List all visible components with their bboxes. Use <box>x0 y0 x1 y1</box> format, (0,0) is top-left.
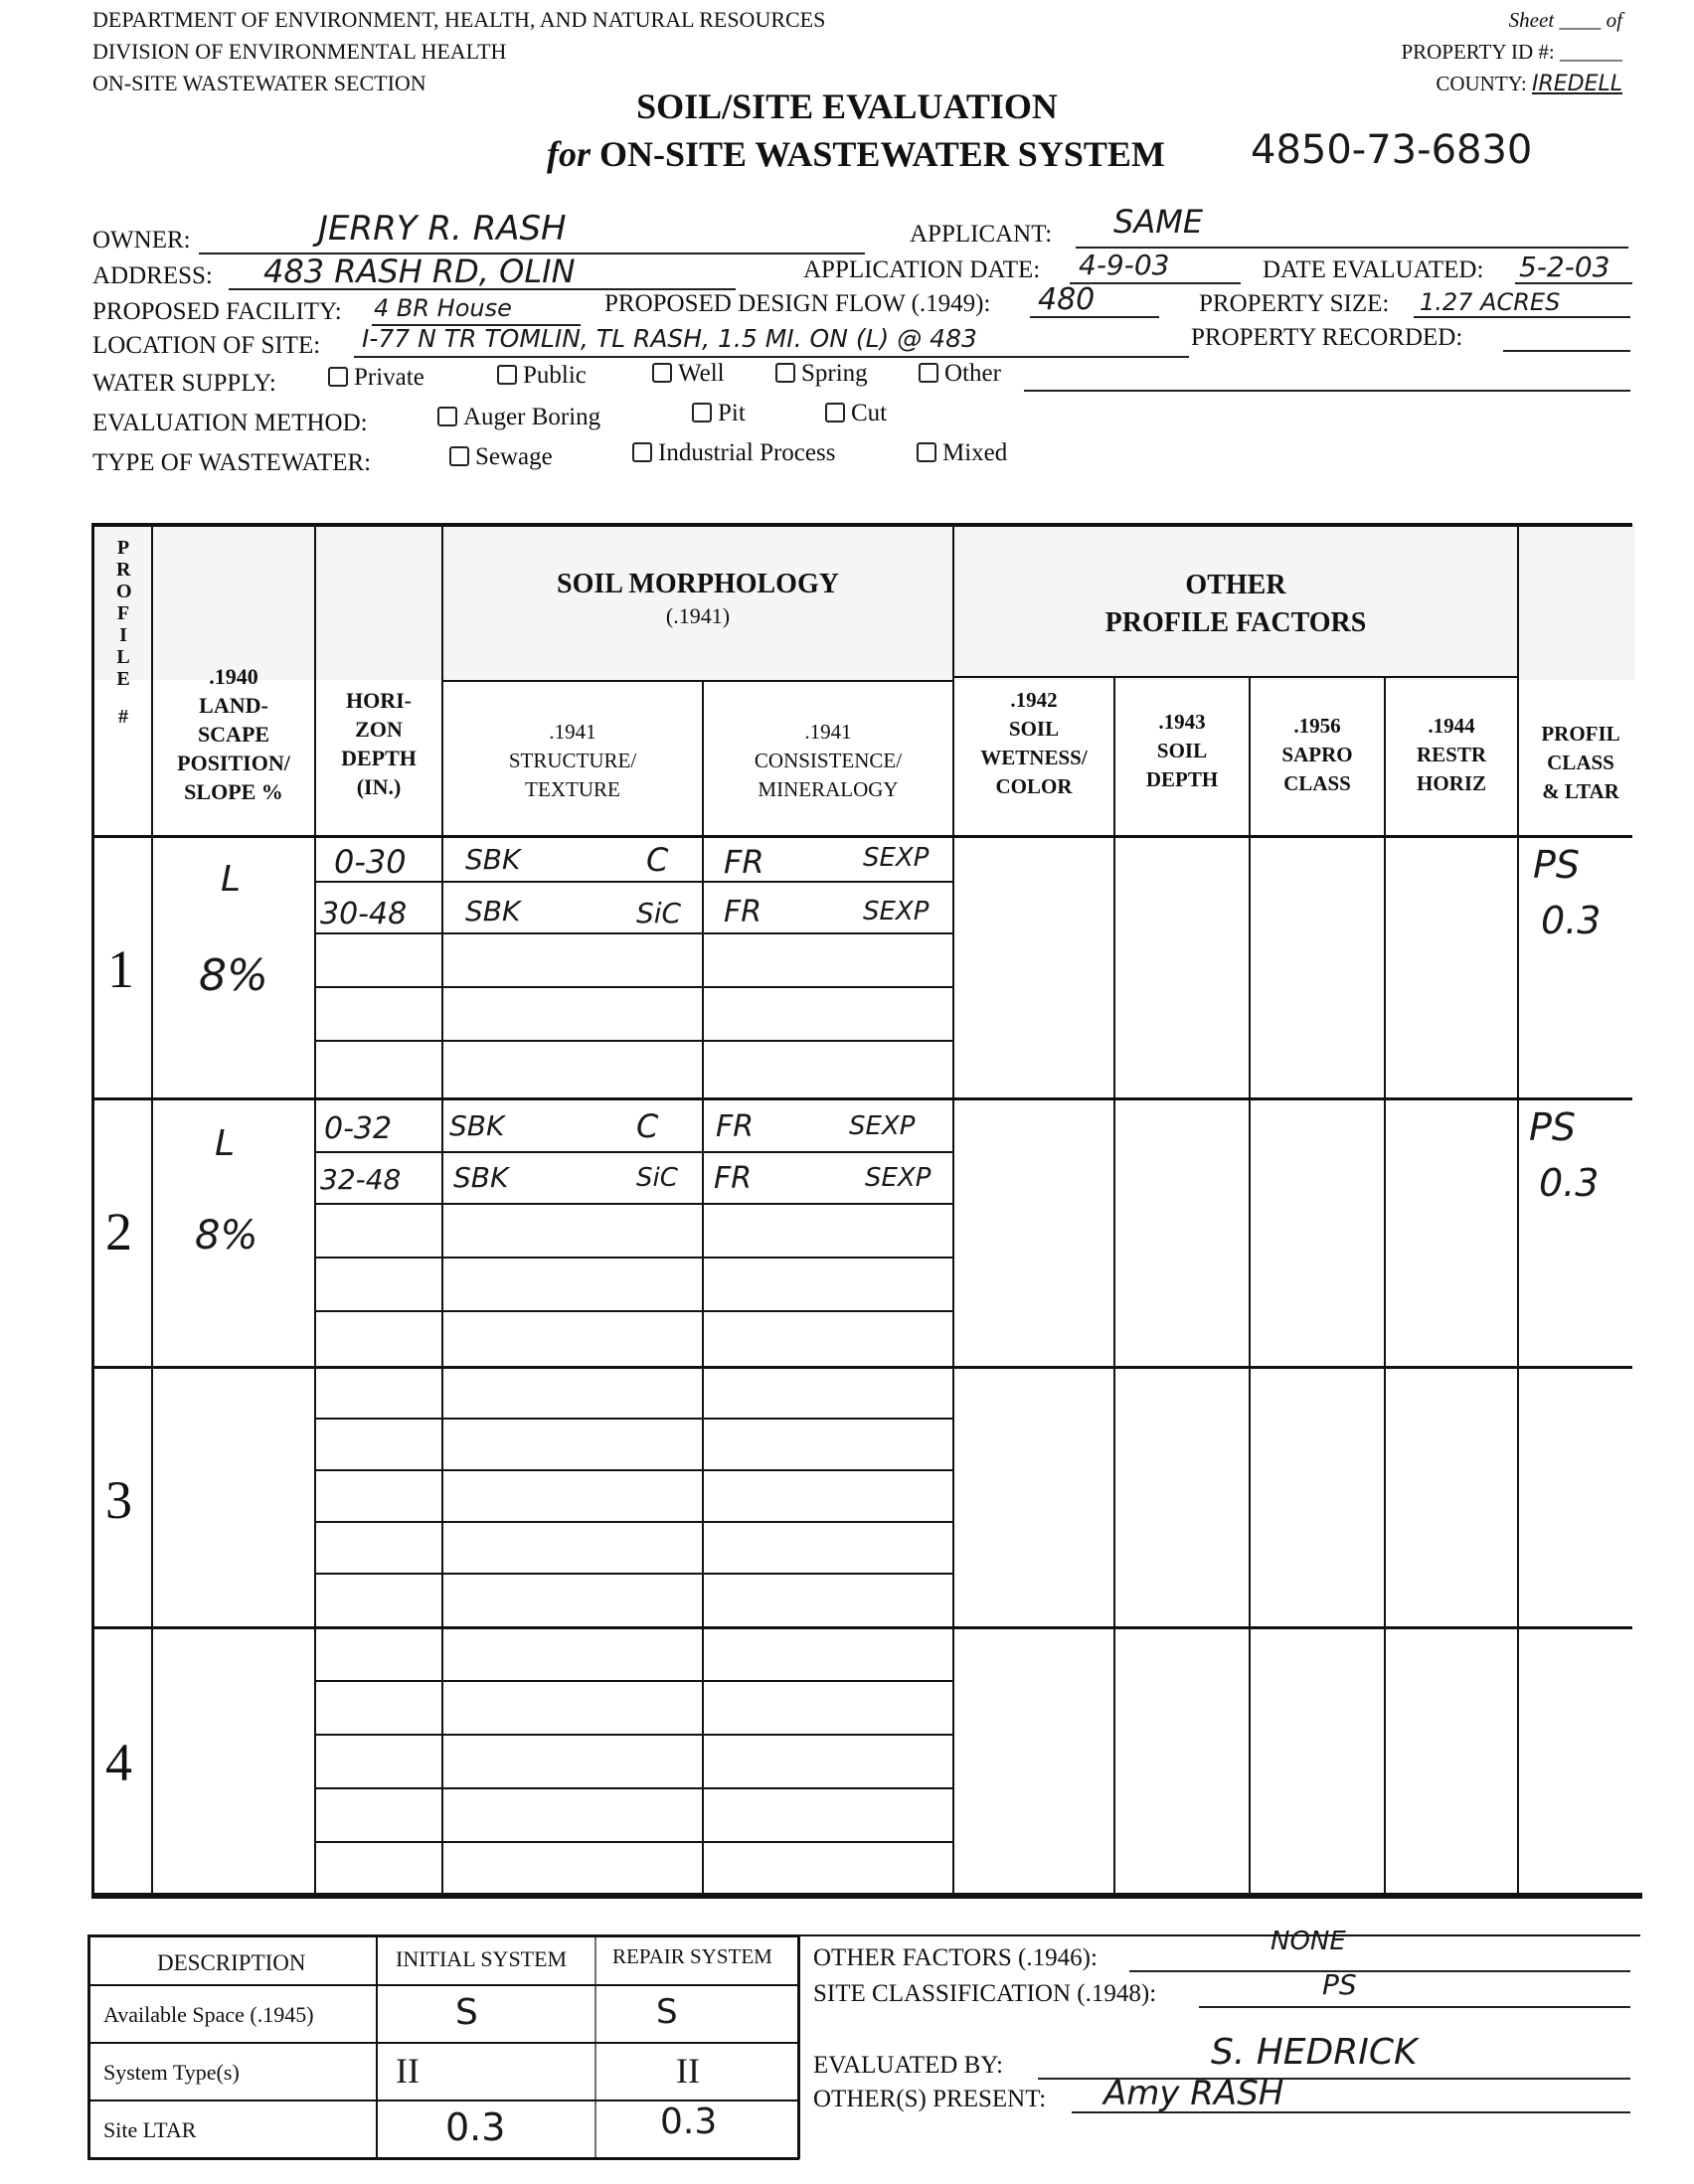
mineralogy[interactable]: SEXP <box>849 1111 916 1141</box>
app-date-label: APPLICATION DATE: <box>803 256 1041 283</box>
horizon-depth[interactable]: 32-48 <box>320 1163 402 1196</box>
restr-horiz-header: .1944 RESTR HORIZ <box>1416 714 1487 795</box>
other-underline <box>1024 390 1630 392</box>
horizon-depth[interactable]: 30-48 <box>320 897 408 931</box>
sheet-info: Sheet ____ of PROPERTY ID #: ______ COUNTY: IREDELL <box>1401 8 1622 96</box>
table-line <box>87 1984 799 1986</box>
mineralogy[interactable]: SEXP <box>863 843 930 873</box>
row-line <box>314 1680 952 1682</box>
property-recorded-underline <box>1503 350 1630 352</box>
location-underline <box>354 356 1189 358</box>
county-label: COUNTY: <box>1436 72 1527 95</box>
available-space-label: Available Space (.1945) <box>103 2002 314 2027</box>
row-line <box>314 1469 952 1471</box>
checkbox-icon <box>917 442 936 462</box>
mineralogy[interactable]: SEXP <box>863 897 930 926</box>
grid-top-border <box>91 523 1632 527</box>
eval-method-label: EVALUATION METHOD: <box>92 410 368 436</box>
row-line <box>314 932 952 934</box>
table-border <box>797 1934 800 2159</box>
site-ltar-initial[interactable]: 0.3 <box>445 2105 506 2149</box>
wastewater-mixed[interactable]: Mixed <box>917 439 1007 467</box>
water-supply-spring[interactable]: Spring <box>775 360 868 388</box>
landscape-position[interactable]: L <box>215 1123 236 1164</box>
table-border <box>87 1934 90 2159</box>
water-supply-public[interactable]: Public <box>497 362 587 390</box>
owner-label: OWNER: <box>92 227 191 253</box>
app-date-value[interactable]: 4-9-03 <box>1079 249 1170 281</box>
profile-class-header: PROFIL CLASS & LTAR <box>1541 722 1620 803</box>
row-line <box>314 1418 952 1420</box>
texture[interactable]: SiC <box>636 897 682 929</box>
evaluated-by-label: EVALUATED BY: <box>813 2052 1003 2079</box>
structure[interactable]: SBK <box>449 1109 505 1142</box>
profile-number: 4 <box>105 1733 132 1792</box>
eval-cut[interactable]: Cut <box>825 400 887 427</box>
others-present-value[interactable]: Amy RASH <box>1103 2074 1284 2113</box>
other-factors-underline <box>1129 1970 1630 1972</box>
structure[interactable]: SBK <box>453 1161 509 1194</box>
date-evaluated-value[interactable]: 5-2-03 <box>1519 251 1610 283</box>
profile-separator <box>91 1366 1632 1369</box>
checkbox-icon <box>775 363 795 383</box>
applicant-label: APPLICANT: <box>910 221 1053 248</box>
row-line <box>314 1573 952 1575</box>
dept-line: DEPARTMENT OF ENVIRONMENT, HEALTH, AND NATURAL RESOURCES <box>92 7 826 32</box>
water-supply-other[interactable]: Other <box>919 360 1001 388</box>
app-date-underline <box>1070 282 1241 284</box>
profile-number: 1 <box>107 939 134 999</box>
property-size-value[interactable]: 1.27 ACRES <box>1420 288 1561 316</box>
row-line <box>314 881 952 883</box>
facility-value[interactable]: 4 BR House <box>374 294 512 322</box>
location-label: LOCATION OF SITE: <box>92 332 321 359</box>
horizon-depth-header: HORI- ZON DEPTH (IN.) <box>341 688 417 799</box>
consistence[interactable]: FR <box>724 843 764 881</box>
texture[interactable]: C <box>636 1107 659 1145</box>
eval-auger-boring[interactable]: Auger Boring <box>437 404 600 431</box>
consistence[interactable]: FR <box>716 1109 755 1144</box>
profile-column-header: P R O F I L E # <box>116 537 132 728</box>
applicant-value[interactable]: SAME <box>1113 203 1204 241</box>
row-line <box>314 1841 952 1843</box>
table-border <box>87 1934 799 1937</box>
header-bottom-border <box>91 835 1632 838</box>
row-line <box>314 1203 952 1205</box>
checkbox-icon <box>919 363 938 383</box>
row-line <box>314 986 952 988</box>
site-classification-label: SITE CLASSIFICATION (.1948): <box>813 1980 1157 2007</box>
sheet-label: Sheet <box>1508 8 1555 32</box>
owner-value[interactable]: JERRY R. RASH <box>318 209 567 249</box>
date-evaluated-label: DATE EVALUATED: <box>1263 256 1484 283</box>
design-flow-value[interactable]: 480 <box>1038 282 1096 317</box>
profile-separator <box>91 1626 1632 1629</box>
row-line <box>314 1521 952 1523</box>
site-classification-value[interactable]: PS <box>1322 1968 1357 2001</box>
grid-bottom-border <box>91 1893 1642 1899</box>
location-value[interactable]: I-77 N TR TOMLIN, TL RASH, 1.5 MI. ON (L) @ 483 <box>362 324 977 353</box>
design-flow-label: PROPOSED DESIGN FLOW (.1949): <box>604 290 991 317</box>
table-line <box>376 1934 378 2159</box>
header-divider <box>441 680 952 682</box>
row-line <box>314 1734 952 1736</box>
wastewater-sewage[interactable]: Sewage <box>449 443 553 471</box>
others-present-label: OTHER(S) PRESENT: <box>813 2086 1047 2112</box>
profile-ltar[interactable]: 0.3 <box>1539 1161 1600 1205</box>
wastewater-label: TYPE OF WASTEWATER: <box>92 449 372 476</box>
title-system: ON-SITE WASTEWATER SYSTEM <box>599 134 1165 174</box>
checkbox-icon <box>437 407 457 426</box>
horizon-depth[interactable]: 0-32 <box>324 1111 393 1146</box>
other-profile-factors-title: OTHER PROFILE FACTORS <box>1104 570 1367 638</box>
water-supply-well[interactable]: Well <box>652 360 725 388</box>
slope-percent[interactable]: 8% <box>199 950 268 1001</box>
bottom-right-top-line <box>799 1934 1640 1936</box>
dept-line: DIVISION OF ENVIRONMENTAL HEALTH <box>92 39 507 64</box>
site-classification-underline <box>1199 2006 1630 2008</box>
property-recorded-label: PROPERTY RECORDED: <box>1191 324 1463 351</box>
col-divider <box>1384 676 1386 1895</box>
landscape-header: .1940 LAND- SCAPE POSITION/ SLOPE % <box>177 664 290 804</box>
checkbox-icon <box>632 442 652 462</box>
other-factors-label: OTHER FACTORS (.1946): <box>813 1944 1098 1971</box>
table-line <box>594 1934 596 2159</box>
col-divider <box>1249 676 1251 1895</box>
checkbox-icon <box>692 403 712 422</box>
eval-pit[interactable]: Pit <box>692 400 746 427</box>
mineralogy[interactable]: SEXP <box>865 1163 932 1193</box>
soil-wetness-header: .1942 SOIL WETNESS/ COLOR <box>980 688 1088 798</box>
texture[interactable]: SiC <box>636 1163 678 1193</box>
checkbox-icon <box>328 367 348 387</box>
title-for: for <box>547 134 591 174</box>
landscape-position[interactable]: L <box>221 859 242 900</box>
consistence-mineralogy-header: .1941 CONSISTENCE/ MINERALOGY <box>754 720 903 801</box>
county-value: IREDELL <box>1531 72 1622 96</box>
initial-system-header: INITIAL SYSTEM <box>396 1946 568 1971</box>
site-ltar-label: Site LTAR <box>103 2117 197 2142</box>
profile-number: 3 <box>105 1470 132 1530</box>
row-line <box>314 1787 952 1789</box>
address-label: ADDRESS: <box>92 262 213 289</box>
property-size-underline <box>1414 316 1630 318</box>
other-factors-value[interactable]: NONE <box>1270 1927 1346 1956</box>
wastewater-industrial[interactable]: Industrial Process <box>632 439 835 467</box>
description-header: DESCRIPTION <box>157 1950 306 1975</box>
horizon-depth[interactable]: 0-30 <box>334 843 407 881</box>
available-space-repair[interactable]: S <box>656 1992 678 2032</box>
form-subtitle <box>547 133 1165 175</box>
facility-label: PROPOSED FACILITY: <box>92 298 342 325</box>
profile-class[interactable]: PS <box>1529 1105 1577 1149</box>
profile-class[interactable]: PS <box>1533 843 1581 887</box>
checkbox-icon <box>449 446 469 466</box>
profile-number: 2 <box>105 1202 132 1261</box>
structure[interactable]: SBK <box>465 843 521 876</box>
checkbox-icon <box>652 363 672 383</box>
evaluated-by-value[interactable]: S. HEDRICK <box>1211 2032 1418 2073</box>
structure-texture-header: .1941 STRUCTURE/ TEXTURE <box>508 720 637 801</box>
property-id-label: PROPERTY ID #: <box>1401 40 1555 64</box>
col-divider <box>702 680 704 1895</box>
form-title: SOIL/SITE EVALUATION <box>636 86 1058 126</box>
col-divider <box>1517 523 1519 1895</box>
available-space-initial[interactable]: S <box>455 1992 478 2033</box>
water-supply-private[interactable]: Private <box>328 364 424 392</box>
soil-morphology-title: SOIL MORPHOLOGY (.1941) <box>557 569 839 628</box>
dept-line: ON-SITE WASTEWATER SECTION <box>92 71 426 95</box>
property-size-label: PROPERTY SIZE: <box>1199 290 1390 317</box>
water-supply-label: WATER SUPPLY: <box>92 370 276 397</box>
col-divider <box>1113 676 1115 1895</box>
soil-depth-header: .1943 SOIL DEPTH <box>1145 710 1219 791</box>
row-line <box>314 1310 952 1312</box>
system-type-repair[interactable]: II <box>676 2051 700 2091</box>
header-divider <box>952 676 1517 678</box>
consistence[interactable]: FR <box>724 895 762 929</box>
profile-ltar[interactable]: 0.3 <box>1541 899 1602 942</box>
grid-left-border <box>91 523 94 1897</box>
row-line <box>314 1040 952 1042</box>
pin-number: 4850-73-6830 <box>1251 127 1533 173</box>
table-border <box>87 2157 799 2160</box>
slope-percent[interactable]: 8% <box>195 1213 258 1259</box>
address-value[interactable]: 483 RASH RD, OLIN <box>263 252 576 290</box>
row-line <box>314 1151 952 1153</box>
system-type-label: System Type(s) <box>103 2060 240 2085</box>
site-ltar-repair[interactable]: 0.3 <box>660 2101 718 2142</box>
sheet-of: of <box>1606 8 1622 32</box>
texture[interactable]: C <box>646 841 669 879</box>
row-line <box>314 1257 952 1259</box>
checkbox-icon <box>825 403 845 422</box>
sapro-class-header: .1956 SAPRO CLASS <box>1281 714 1353 795</box>
structure[interactable]: SBK <box>465 895 521 927</box>
consistence[interactable]: FR <box>714 1161 753 1196</box>
checkbox-icon <box>497 365 517 385</box>
profile-separator <box>91 1097 1632 1100</box>
table-line <box>87 2042 799 2044</box>
repair-system-header: REPAIR SYSTEM <box>612 1944 772 1968</box>
system-type-initial[interactable]: II <box>396 2051 420 2091</box>
